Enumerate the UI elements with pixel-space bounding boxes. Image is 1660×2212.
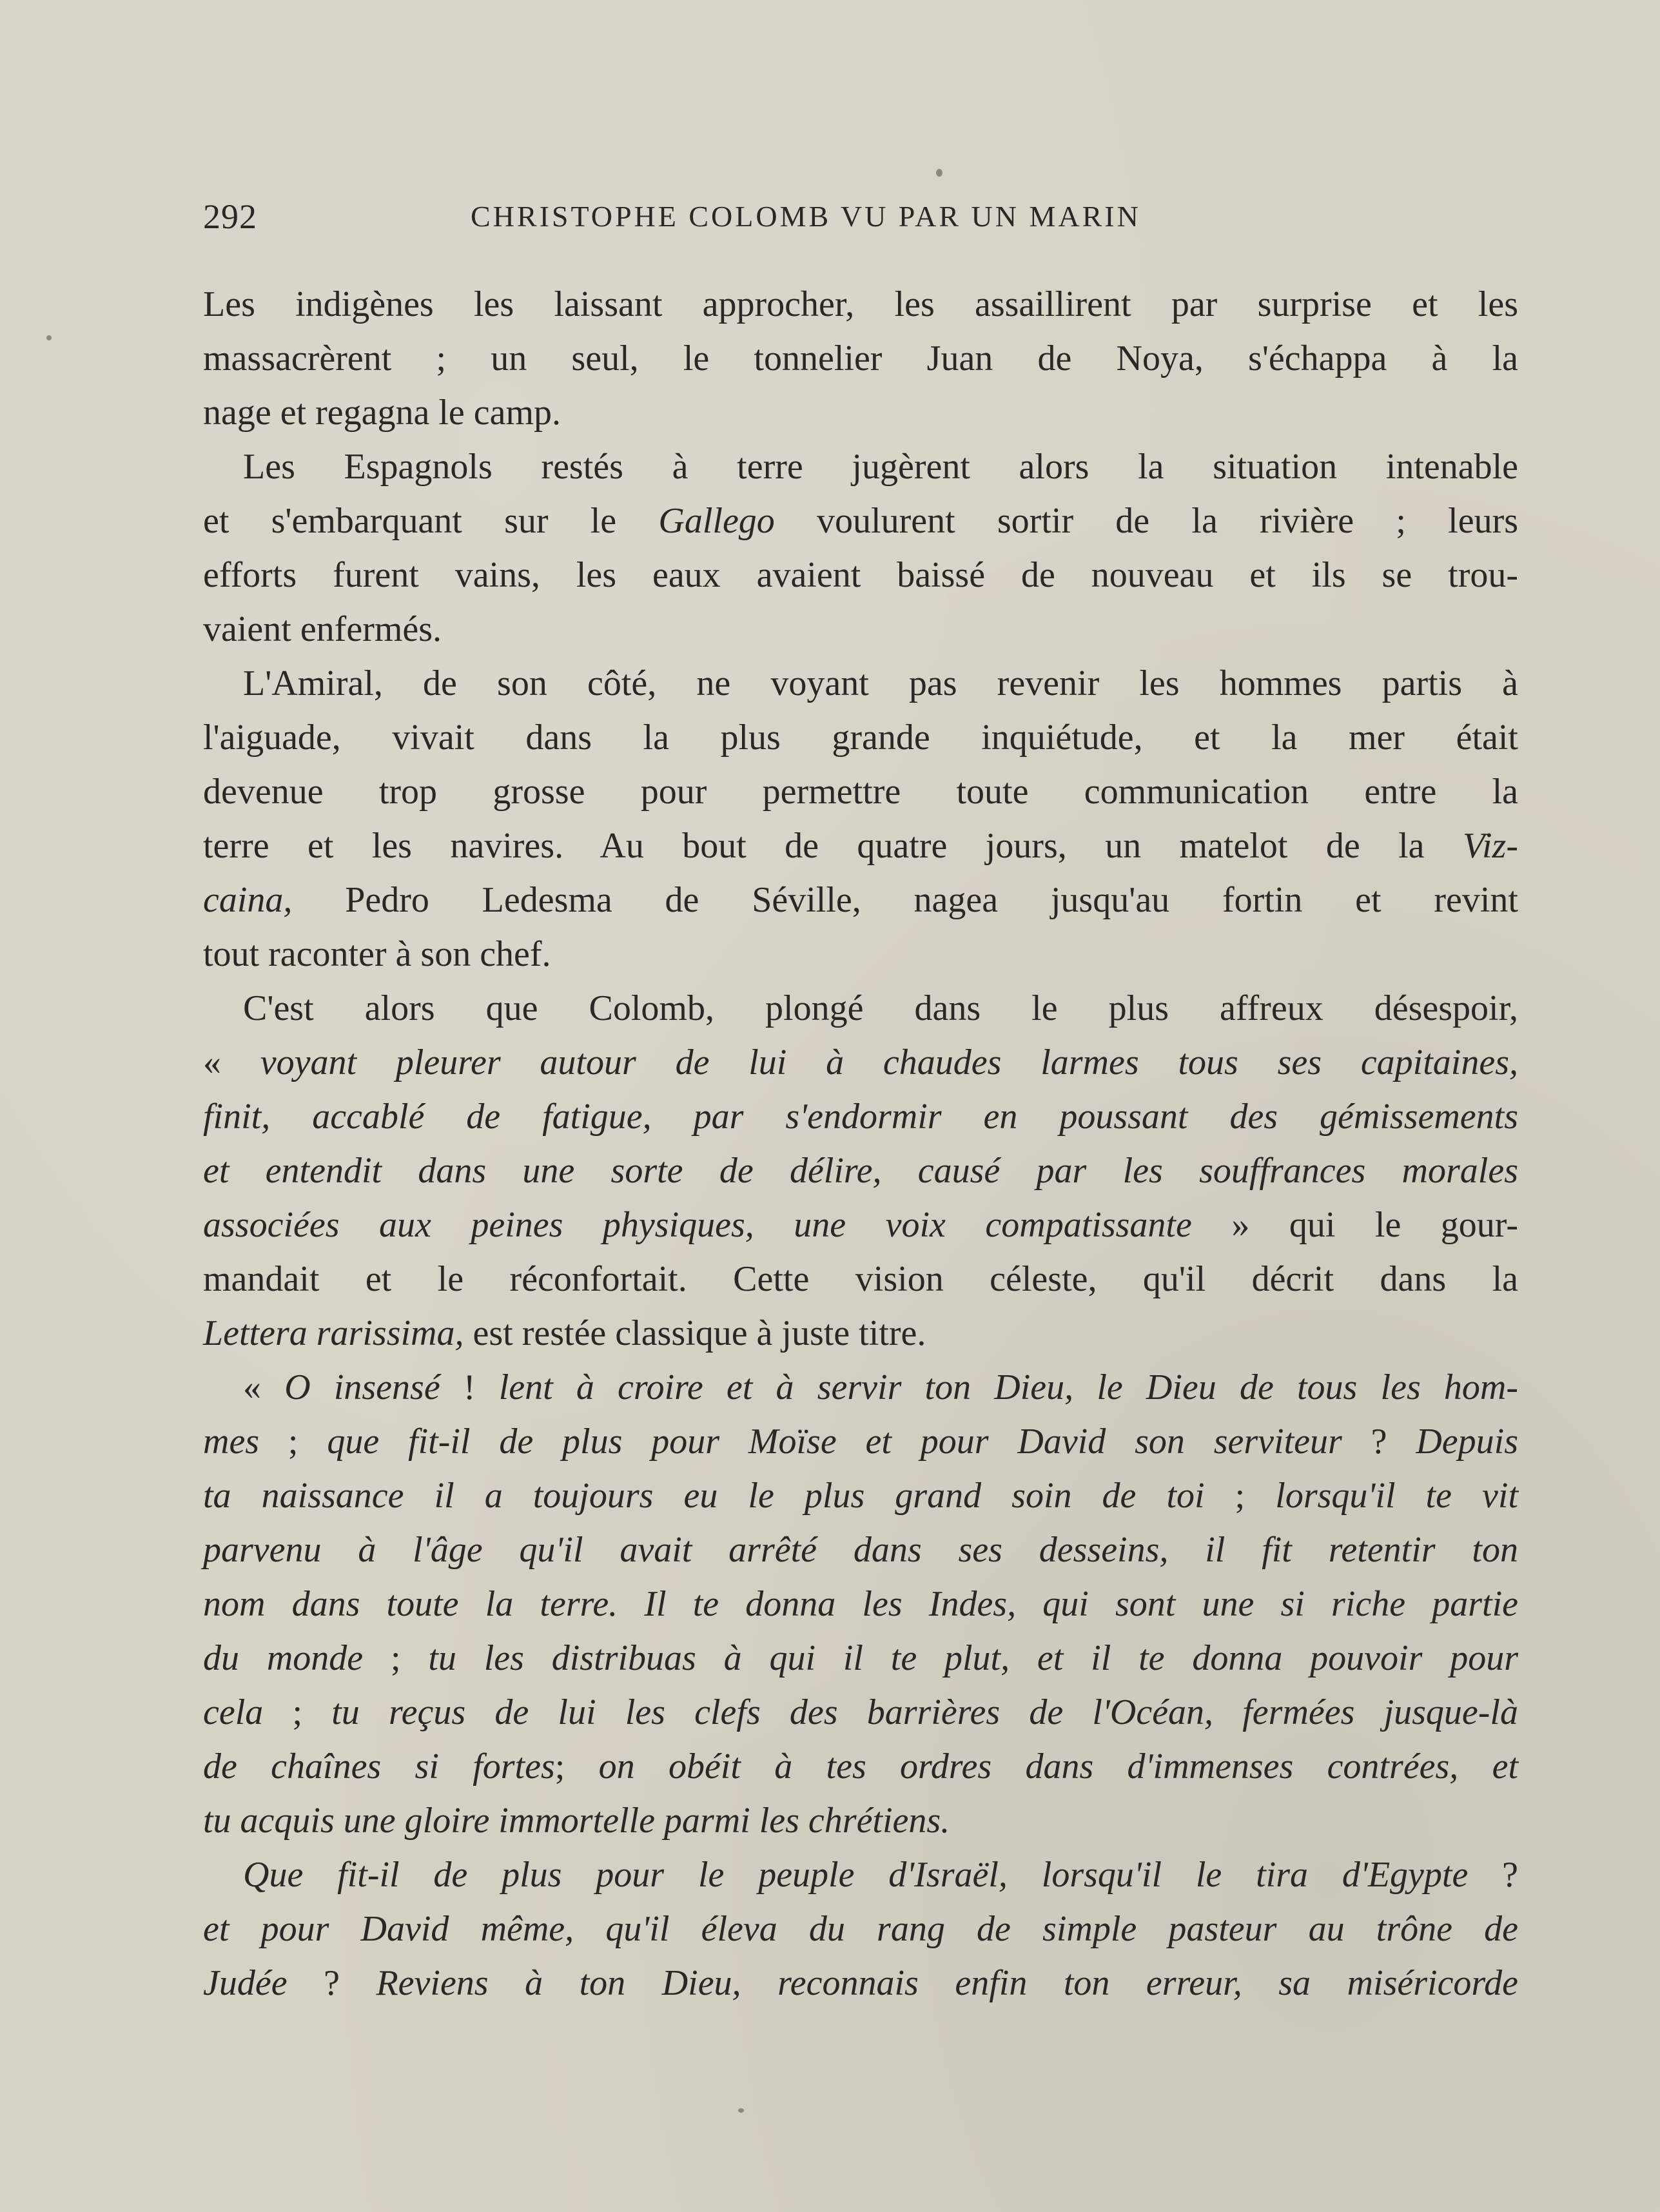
paper-speck	[936, 169, 942, 177]
text-line: nage et regagna le camp.	[203, 393, 561, 433]
text-line: Les indigènes les laissant approcher, les assaillirent par surprise et les	[203, 284, 1518, 324]
page-number: 292	[203, 197, 257, 236]
text-line: et s'embarquant sur le Gallego voulurent sortir de la rivière ; leurs	[203, 501, 1519, 541]
text-line: nom dans toute la terre. Il te donna les Indes, qui sont une si riche partie	[203, 1584, 1518, 1624]
text-line: efforts furent vains, les eaux avaient baissé de nouveau et ils se trou-	[203, 555, 1518, 595]
paper-speck	[738, 2108, 744, 2113]
text-line: « voyant pleurer autour de lui à chaudes larmes tous ses capitaines,	[203, 1042, 1518, 1082]
text-line: terre et les navires. Au bout de quatre jours, un matelot de la Viz-	[203, 826, 1518, 866]
text-line: « O insensé ! lent à croire et à servir ton Dieu, le Dieu de tous les hom-	[243, 1367, 1519, 1407]
text-line: vaient enfermés.	[203, 609, 442, 649]
text-line: mandait et le réconfortait. Cette vision céleste, qu'il décrit dans la	[203, 1259, 1518, 1299]
text-line: cela ; tu reçus de lui les clefs des barrières de l'Océan, fermées jusque-là	[203, 1692, 1518, 1732]
text-line: devenue trop grosse pour permettre toute communication entre la	[203, 772, 1518, 812]
text-line: Lettera rarissima, est restée classique à juste titre.	[203, 1313, 926, 1353]
text-line: et pour David même, qu'il éleva du rang de simple pasteur au trône de	[203, 1909, 1518, 1949]
text-line: ta naissance il a toujours eu le plus grand soin de toi ; lorsqu'il te vit	[203, 1476, 1519, 1516]
paper-speck	[46, 335, 52, 340]
text-line: associées aux peines physiques, une voix compatissante » qui le gour-	[203, 1205, 1518, 1245]
text-line: tu acquis une gloire immortelle parmi les chrétiens.	[203, 1801, 950, 1841]
text-line: Que fit-il de plus pour le peuple d'Israël, lorsqu'il le tira d'Egypte ?	[243, 1855, 1519, 1895]
running-head	[203, 197, 1247, 242]
text-line: de chaînes si fortes; on obéit à tes ordres dans d'immenses contrées, et	[203, 1747, 1519, 1786]
text-line: et entendit dans une sorte de délire, causé par les souffrances morales	[203, 1151, 1518, 1191]
body-text	[203, 277, 1518, 2010]
text-line: du monde ; tu les distribuas à qui il te plut, et il te donna pouvoir pour	[203, 1638, 1518, 1678]
text-line: massacrèrent ; un seul, le tonnelier Juan de Noya, s'échappa à la	[203, 338, 1518, 378]
text-line: L'Amiral, de son côté, ne voyant pas revenir les hommes partis à	[243, 663, 1518, 703]
text-line: tout raconter à son chef.	[203, 934, 551, 974]
text-line: l'aiguade, vivait dans la plus grande inquiétude, et la mer était	[203, 718, 1518, 758]
text-line: finit, accablé de fatigue, par s'endormir en poussant des gémissements	[203, 1097, 1518, 1137]
text-line: parvenu à l'âge qu'il avait arrêté dans ses desseins, il fit retentir ton	[203, 1530, 1518, 1570]
text-line: C'est alors que Colomb, plongé dans le plus affreux désespoir,	[243, 988, 1518, 1028]
text-line: caina, Pedro Ledesma de Séville, nagea jusqu'au fortin et revint	[203, 880, 1518, 920]
text-line: Judée ? Reviens à ton Dieu, reconnais enfin ton erreur, sa miséricorde	[203, 1963, 1518, 2003]
text-line: Les Espagnols restés à terre jugèrent alors la situation intenable	[243, 447, 1518, 487]
text-line: mes ; que fit-il de plus pour Moïse et pour David son serviteur ? Depuis	[203, 1422, 1519, 1462]
running-title: CHRISTOPHE COLOMB VU PAR UN MARIN	[471, 200, 1141, 233]
